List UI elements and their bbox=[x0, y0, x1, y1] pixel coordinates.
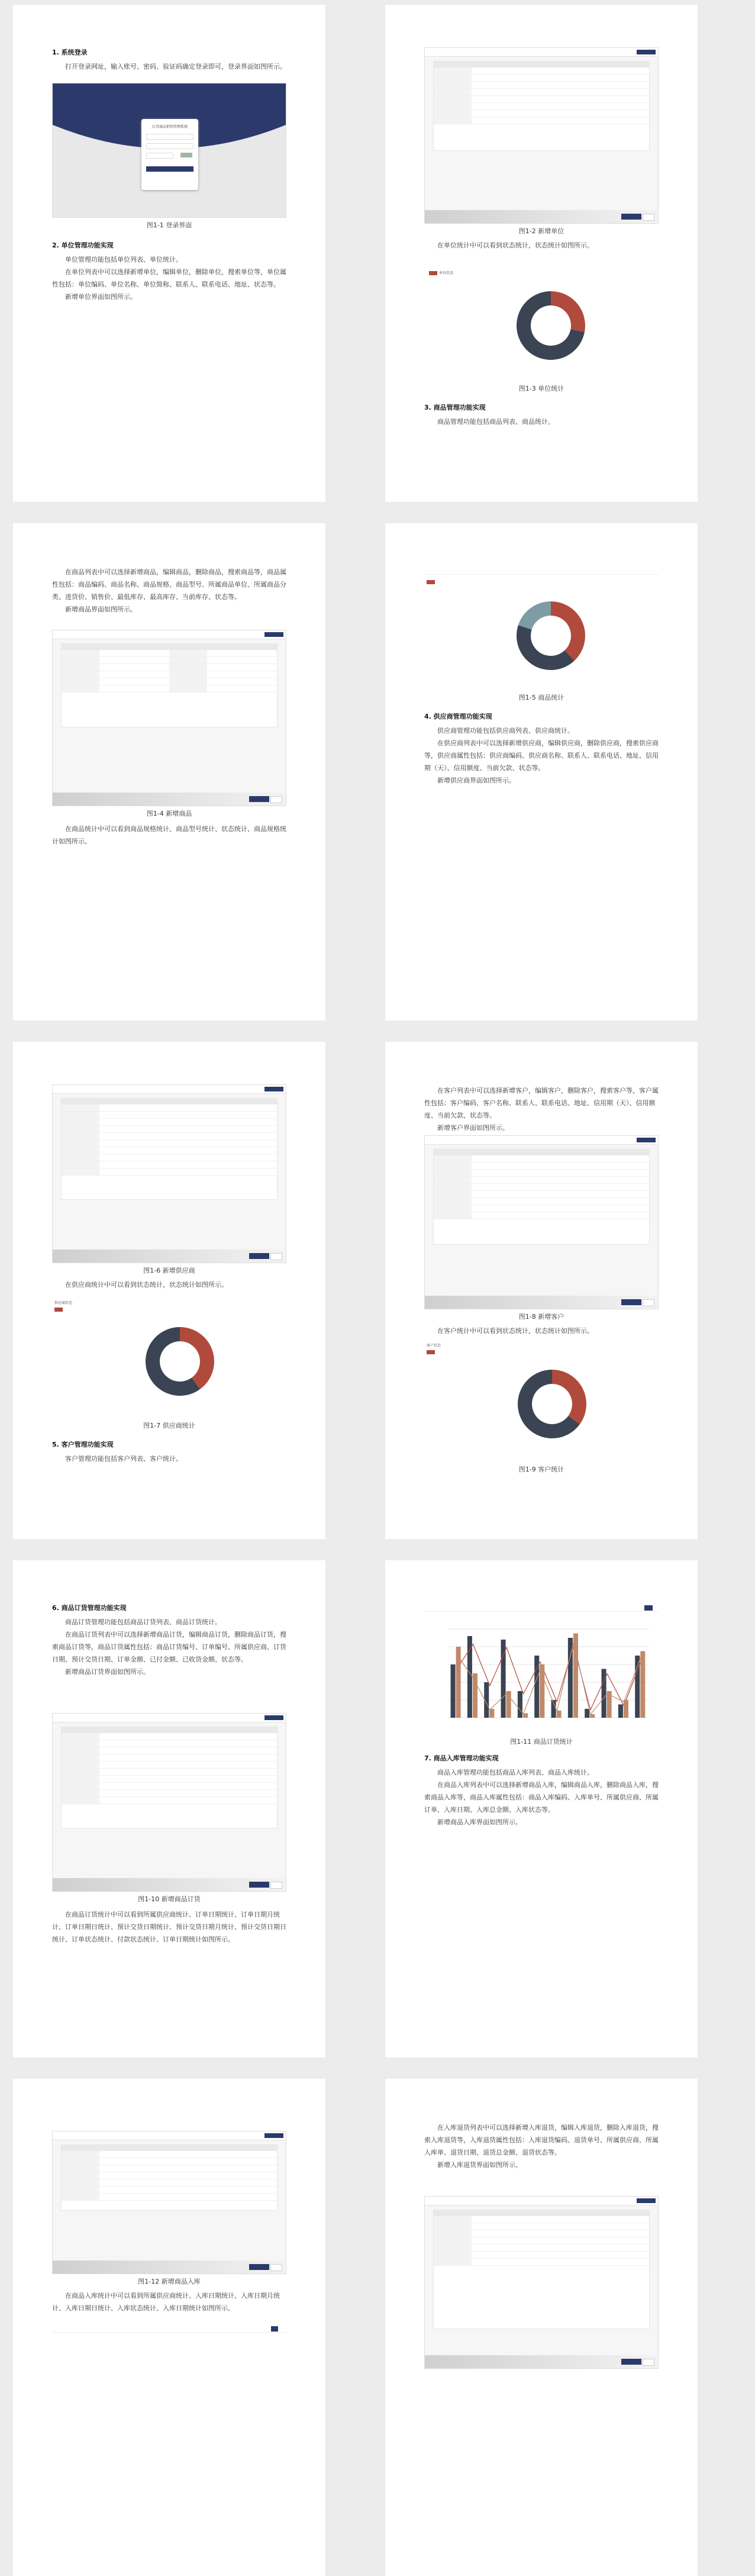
figure-caption: 图1-8 新增客户 bbox=[518, 1313, 564, 1321]
login-title: 江苏商品销售管理系统 bbox=[151, 125, 188, 129]
new-supplier-screenshot bbox=[52, 1084, 286, 1263]
submit-button[interactable] bbox=[621, 2359, 641, 2365]
page-10 bbox=[385, 2079, 698, 2576]
submit-button[interactable] bbox=[249, 1882, 269, 1888]
new-return-screenshot bbox=[424, 2196, 659, 2369]
paragraph: 在商品入库统计中可以看到所属供应商统计、入库日期统计、入库日期月统计、入库日期日统计、入库状态统计、入库日期统计如图所示。 bbox=[52, 2292, 280, 2312]
new-stockin-screenshot bbox=[52, 2131, 286, 2274]
figure-caption: 图1-6 新增供应商 bbox=[143, 1267, 195, 1274]
cancel-button[interactable] bbox=[270, 1882, 282, 1889]
cancel-button[interactable] bbox=[643, 1299, 654, 1306]
chart-bar bbox=[506, 1691, 511, 1718]
chart-bar bbox=[590, 1714, 595, 1718]
paragraph: 在单位统计中可以看到状态统计，状态统计如图所示。 bbox=[437, 242, 593, 249]
donut-slice bbox=[551, 291, 585, 332]
search-button[interactable] bbox=[271, 2326, 278, 2332]
paragraph: 单位管理功能包括单位列表、单位统计。 在单位列表中可以选择新增单位，编辑单位，删除单位，搜索单位等，单位属性包括：单位编码、单位名称、单位简称、联系人、联系电话、地址、状态等。 新增单位界面如图所示。 bbox=[52, 256, 286, 301]
chart-bar bbox=[540, 1664, 544, 1718]
chart-bar bbox=[635, 1656, 640, 1718]
page-7 bbox=[13, 1560, 325, 2057]
paragraph: 在客户列表中可以选择新增客户，编辑客户，删除客户，搜索客户等，客户属性包括：客户编码、客户名称、联系人、联系电话、地址、信用期（天）、信用额度、当前欠款、状态等。 新增客户界面如图所示。 bbox=[424, 1087, 659, 1132]
chart-legend: 客户状态 bbox=[427, 1342, 441, 1354]
close-button[interactable] bbox=[637, 1138, 656, 1142]
paragraph: 商品订货管理功能包括商品订货列表、商品订货统计。 在商品订货列表中可以选择新增商品订货，编辑商品订货，删除商品订货，搜索商品订货等，商品订货属性包括：商品订货编号、订单编号、所属供应商、订货日期、预计交货日期、订单金额、已付金额、已收货金额、状态等。 新增商品订货界面如图所示。 bbox=[52, 1618, 286, 1676]
submit-button[interactable] bbox=[621, 214, 641, 220]
filter-bar bbox=[424, 568, 659, 575]
paragraph: 在商品统计中可以看到商品规格统计、商品型号统计、状态统计、商品规格统计如图所示。 bbox=[52, 825, 286, 845]
donut-slice bbox=[551, 601, 585, 661]
submit-button[interactable] bbox=[249, 1253, 269, 1259]
page-1 bbox=[13, 5, 325, 502]
login-button[interactable] bbox=[146, 166, 193, 172]
screenshot-toolbar bbox=[425, 48, 658, 57]
chart-legend: 供应商状态 bbox=[54, 1300, 72, 1312]
section-heading: 3. 商品管理功能实现 bbox=[424, 404, 486, 411]
chart-bar bbox=[585, 1709, 589, 1718]
figure-caption: 图1-12 新增商品入库 bbox=[138, 2278, 201, 2285]
donut-chart bbox=[141, 1322, 219, 1400]
chart-bar bbox=[618, 1705, 623, 1718]
chart-bar bbox=[473, 1673, 477, 1718]
chart-bar bbox=[624, 1700, 628, 1718]
captcha-input[interactable] bbox=[146, 153, 173, 159]
form bbox=[61, 643, 278, 727]
search-button[interactable] bbox=[644, 1605, 653, 1611]
cancel-button[interactable] bbox=[270, 2264, 282, 2271]
donut-chart bbox=[512, 597, 590, 675]
close-button[interactable] bbox=[264, 1715, 283, 1720]
filter-bar bbox=[52, 2326, 286, 2333]
filter-bar bbox=[424, 1605, 659, 1612]
captcha-image[interactable] bbox=[180, 153, 192, 157]
close-button[interactable] bbox=[264, 1087, 283, 1091]
donut-chart bbox=[512, 286, 590, 365]
chart-bar bbox=[640, 1651, 645, 1718]
password-input[interactable] bbox=[146, 143, 193, 149]
cancel-button[interactable] bbox=[270, 796, 282, 803]
submit-button[interactable] bbox=[249, 796, 269, 802]
figure-caption: 图1-2 新增单位 bbox=[518, 227, 564, 235]
form bbox=[61, 1727, 278, 1828]
close-button[interactable] bbox=[637, 2198, 656, 2203]
submit-button[interactable] bbox=[249, 2264, 269, 2270]
close-button[interactable] bbox=[637, 50, 656, 54]
section-heading: 6. 商品订货管理功能实现 bbox=[52, 1604, 127, 1612]
section-heading: 7. 商品入库管理功能实现 bbox=[424, 1754, 499, 1762]
paragraph: 商品管理功能包括商品列表、商品统计。 bbox=[437, 418, 554, 426]
paragraph: 打开登录网址，输入账号、密码、验证码确定登录即可，登录界面如图所示。 bbox=[65, 63, 286, 70]
chart-bar bbox=[523, 1714, 528, 1718]
submit-button[interactable] bbox=[621, 1299, 641, 1305]
page-9 bbox=[13, 2079, 325, 2576]
form bbox=[433, 61, 650, 151]
new-unit-screenshot bbox=[424, 47, 659, 224]
page-3 bbox=[13, 523, 325, 1020]
page-5 bbox=[13, 1042, 325, 1539]
paragraph: 在入库退货列表中可以选择新增入库退货，编辑入库退货，删除入库退货，搜索入库退货等，入库退货属性包括：入库退货编码、退货单号、所属供应商、所属入库单、退货日期、退货总金额、退货状态等。 新增入库退货界面如图所示。 bbox=[424, 2124, 659, 2169]
form bbox=[433, 2210, 650, 2329]
figure-caption: 图1-11 商品订货统计 bbox=[510, 1738, 573, 1746]
cancel-button[interactable] bbox=[643, 2359, 654, 2366]
page-4 bbox=[385, 523, 698, 1020]
chart-legend bbox=[427, 580, 437, 584]
chart-bar bbox=[489, 1709, 494, 1718]
new-product-screenshot bbox=[52, 630, 286, 806]
section-heading: 4. 供应商管理功能实现 bbox=[424, 713, 492, 720]
form bbox=[61, 2144, 278, 2211]
bar-line-chart bbox=[424, 1617, 659, 1733]
figure-caption: 图1-7 供应商统计 bbox=[143, 1422, 195, 1429]
form bbox=[61, 1098, 278, 1200]
section-heading: 1. 系统登录 bbox=[52, 49, 88, 56]
page-2 bbox=[385, 5, 698, 502]
chart-bar bbox=[602, 1669, 606, 1718]
figure-caption: 图1-5 商品统计 bbox=[518, 694, 564, 701]
login-screenshot bbox=[52, 83, 286, 218]
chart-bar bbox=[573, 1634, 578, 1718]
donut-slice bbox=[517, 625, 575, 670]
paragraph: 在供应商统计中可以看到状态统计，状态统计如图所示。 bbox=[65, 1281, 228, 1289]
page-8 bbox=[385, 1560, 698, 2057]
cancel-button[interactable] bbox=[270, 1253, 282, 1260]
username-input[interactable] bbox=[146, 134, 193, 140]
paragraph: 客户管理功能包括客户列表、客户统计。 bbox=[65, 1455, 182, 1463]
page-6 bbox=[385, 1042, 698, 1539]
donut-slice bbox=[518, 601, 551, 629]
paragraph: 在商品列表中可以选择新增商品，编辑商品，删除商品，搜索商品等，商品属性包括：商品编码、商品名称、商品规格、商品型号、所属商品单位、所属商品分类、进货价、销售价、最低库存、最高库存、当前库存、状态等。 新增商品界面如图所示。 bbox=[52, 568, 286, 613]
chart-bar bbox=[451, 1664, 456, 1718]
figure-caption: 图1-1 登录界面 bbox=[146, 221, 192, 229]
close-button[interactable] bbox=[264, 2133, 283, 2138]
form bbox=[433, 1149, 650, 1245]
login-dialog bbox=[141, 119, 198, 190]
figure-caption: 图1-3 单位统计 bbox=[518, 385, 564, 392]
figure-caption: 图1-4 新增商品 bbox=[146, 810, 192, 817]
new-customer-screenshot bbox=[424, 1135, 659, 1309]
paragraph: 供应商管理功能包括供应商列表、供应商统计。 在供应商列表中可以选择新增供应商，编辑供应商，删除供应商，搜索供应商等，供应商属性包括：供应商编码、供应商名称、联系人、联系电话、地址、信用期（天）、信用额度、当前欠款、状态等。 新增供应商界面如图所示。 bbox=[424, 727, 659, 784]
series-line bbox=[456, 1642, 641, 1715]
paragraph: 在客户统计中可以看到状态统计，状态统计如图所示。 bbox=[437, 1327, 593, 1335]
section-heading: 2. 单位管理功能实现 bbox=[52, 242, 114, 249]
new-order-screenshot bbox=[52, 1713, 286, 1892]
donut-slice bbox=[552, 1370, 586, 1424]
figure-caption: 图1-10 新增商品订货 bbox=[138, 1895, 201, 1903]
donut-chart bbox=[513, 1365, 591, 1443]
cancel-button[interactable] bbox=[643, 214, 654, 221]
donut-slice bbox=[180, 1327, 214, 1389]
chart-legend: 单位状态 bbox=[429, 270, 453, 275]
close-button[interactable] bbox=[264, 632, 283, 637]
paragraph: 在商品订货统计中可以看到所属供应商统计、订单日期统计、订单日期月统计、订单日期日统计、预计交货日期统计、预计交货日期月统计、预计交货日期日统计、订单状态统计、付款状态统计、订单日期统计如图所示。 bbox=[52, 1911, 286, 1943]
paragraph: 商品入库管理功能包括商品入库列表、商品入库统计。 在商品入库列表中可以选择新增商品入库，编辑商品入库，删除商品入库，搜索商品入库等，商品入库属性包括：商品入库编码、入库单号、所属供应商、所属订单、入库日期、入库总金额、入库状态等。 新增商品入库界面如图所示。 bbox=[424, 1769, 659, 1826]
chart-bar bbox=[557, 1711, 562, 1718]
figure-caption: 图1-9 客户统计 bbox=[518, 1466, 564, 1473]
chart-bar bbox=[467, 1636, 472, 1718]
chart-bar bbox=[518, 1691, 522, 1718]
section-heading: 5. 客户管理功能实现 bbox=[52, 1441, 114, 1448]
